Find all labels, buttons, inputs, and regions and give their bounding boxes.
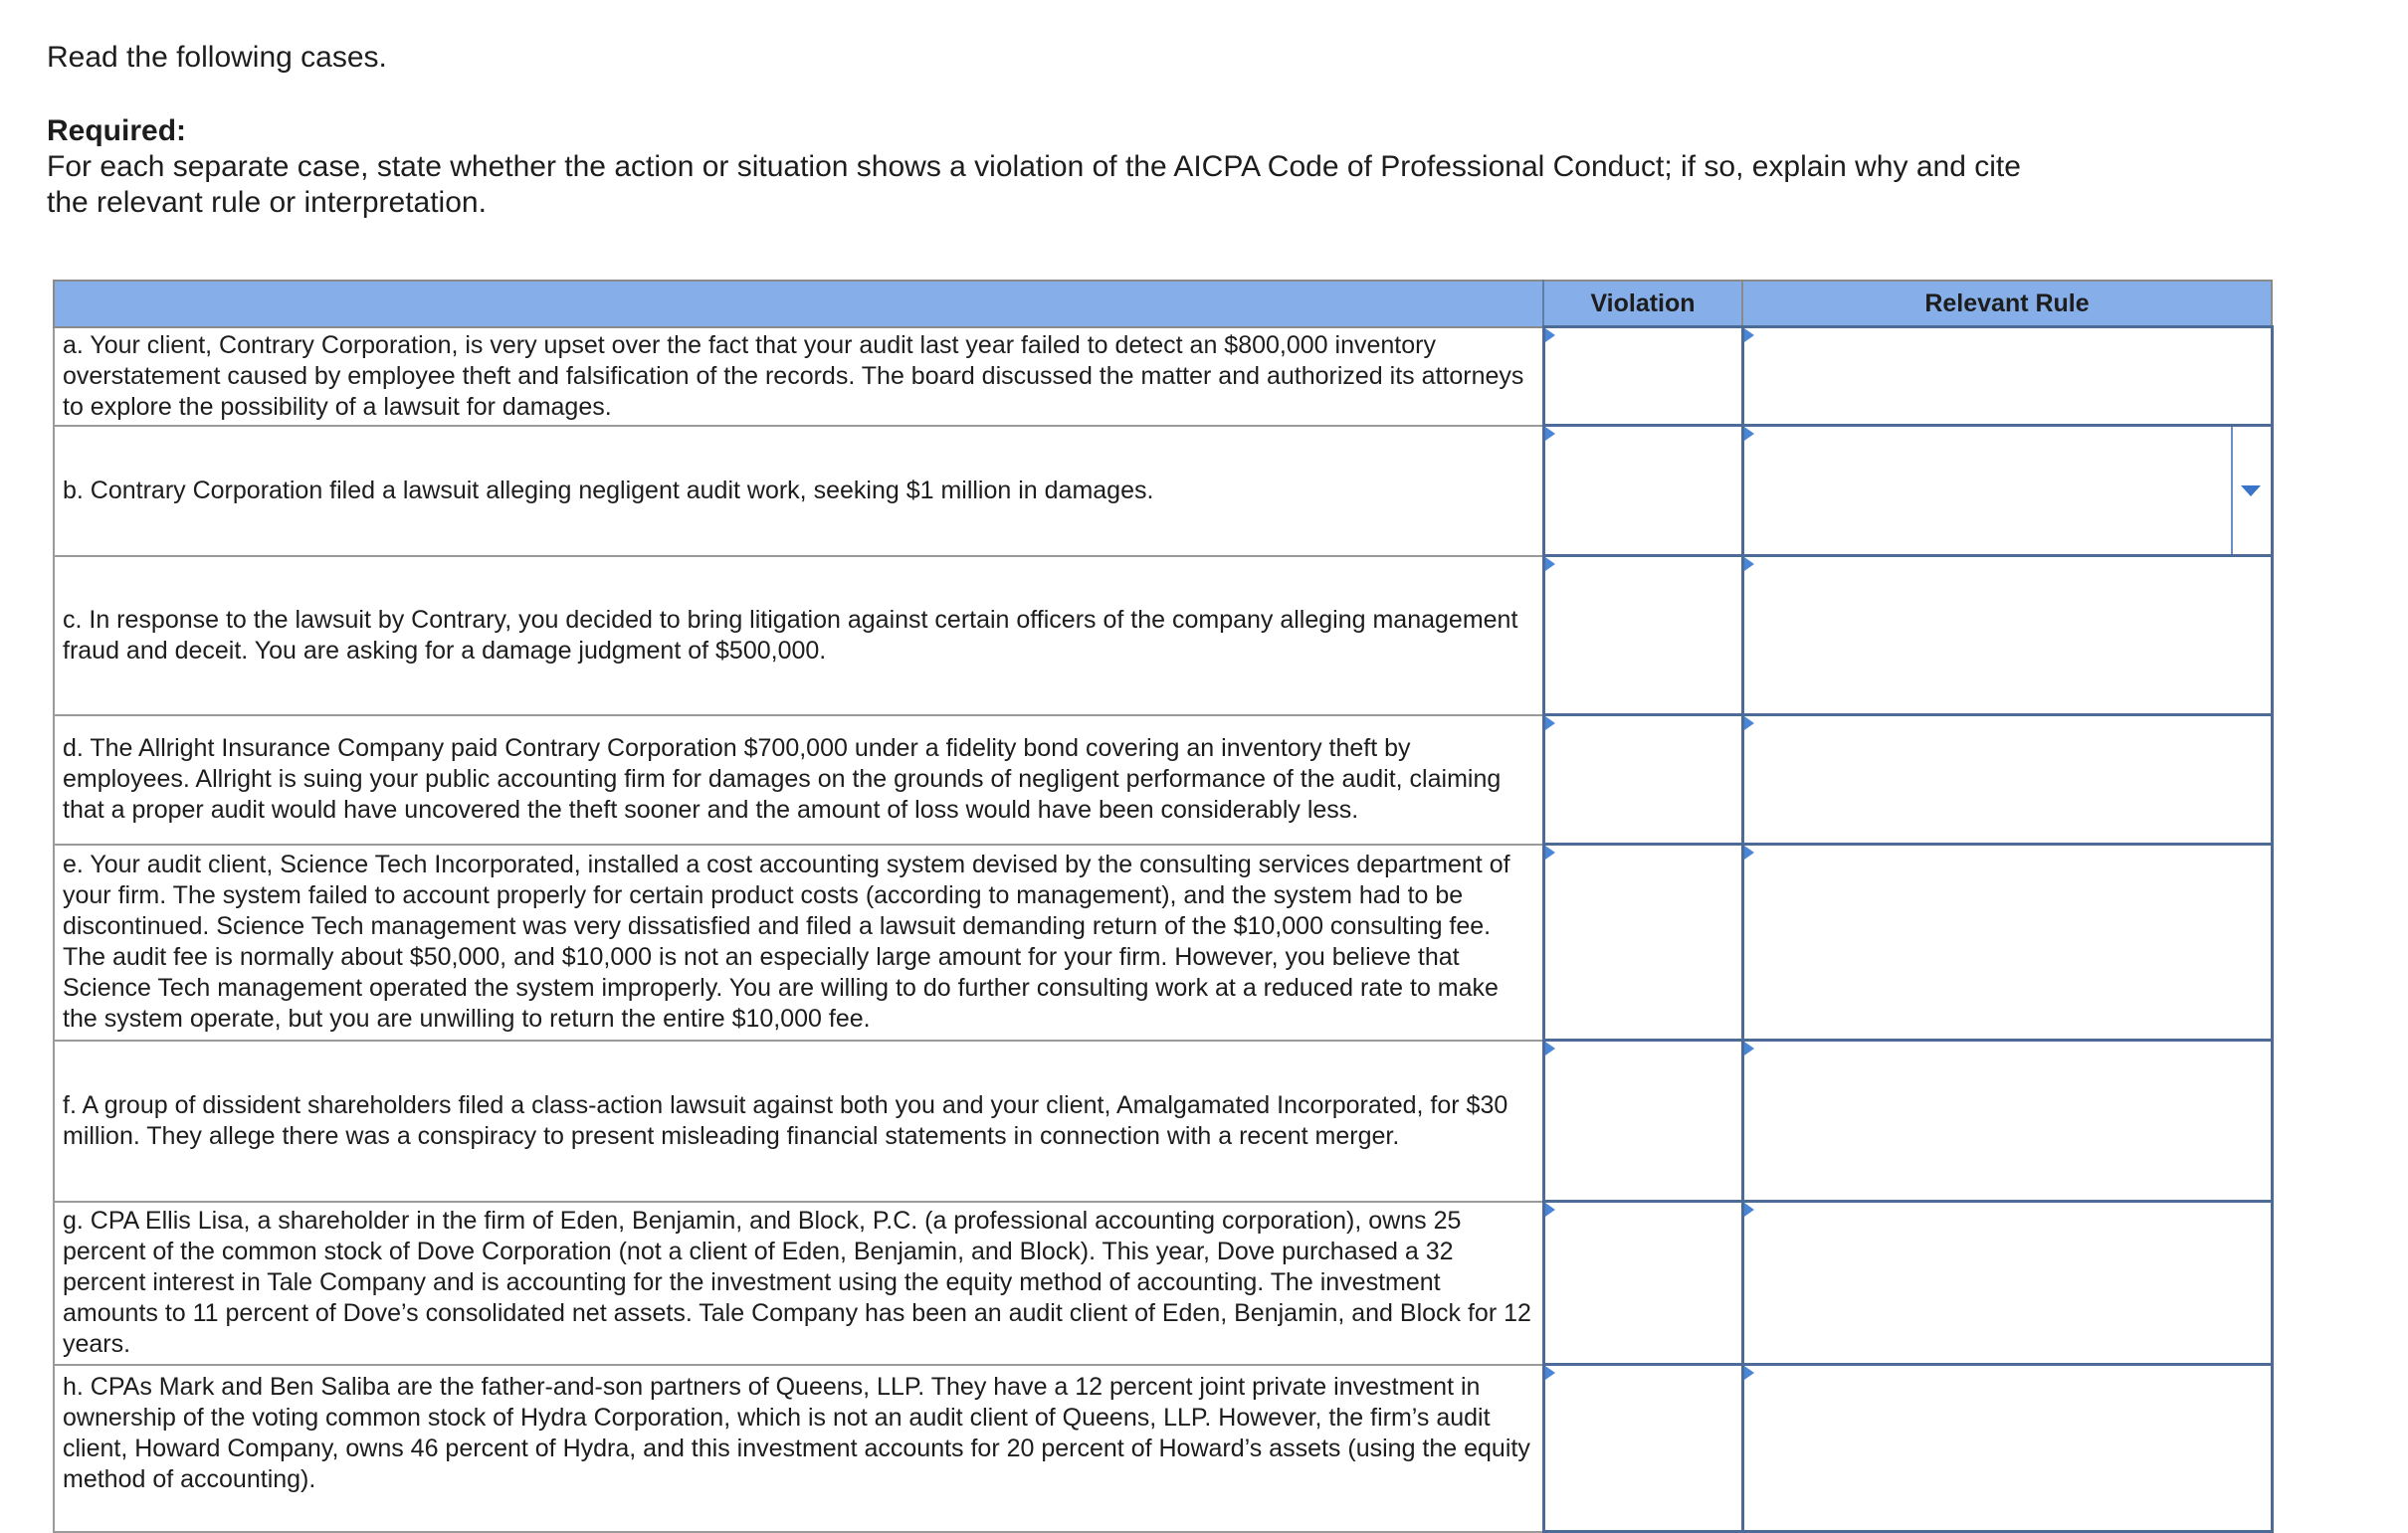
row-marker-icon	[1545, 427, 1555, 441]
table-row	[54, 1202, 2272, 1365]
row-marker-icon	[1744, 846, 1754, 860]
header-relevant-rule: Relevant Rule	[1742, 281, 2272, 327]
violation-input-a[interactable]	[1543, 327, 1742, 426]
intro-line: Read the following cases.	[47, 41, 387, 74]
rule-select-b[interactable]	[1744, 427, 2233, 554]
table-row	[54, 1365, 2272, 1532]
table-row	[54, 556, 2272, 715]
violation-input-c[interactable]	[1543, 556, 1742, 715]
cases-table	[53, 280, 2274, 1533]
instructions	[47, 40, 2037, 221]
case-text-g: g. CPA Ellis Lisa, a shareholder in the firm of Eden, Benjamin, and Block, P.C. (a professional accounting corporation), owns 25 percent of the common stock of Dove Corporation (not a client of Eden, Benjamin, and Block). This year, Dove purchased a 32 percent interest in Tale Company and is accounting for the investment using the equity method of accounting. The investment amounts to 11 percent of Dove’s consolidated net assets. Tale Company has been an audit client of Eden, Benjamin, and Block for 12 years.	[54, 1202, 1543, 1365]
rule-input-h[interactable]	[1742, 1365, 2272, 1532]
required-heading: Required:	[47, 114, 187, 147]
case-text-d: d. The Allright Insurance Company paid Contrary Corporation $700,000 under a fidelity bond covering an inventory theft by employees. Allright is suing your public accounting firm for damages on the grounds of negligent performance of the audit, claiming that a proper audit would have uncovered the theft sooner and the amount of loss would have been considerably less.	[54, 715, 1543, 845]
chevron-down-icon[interactable]	[2241, 485, 2261, 496]
row-marker-icon	[1744, 1366, 1754, 1380]
violation-input-e[interactable]	[1543, 845, 1742, 1041]
table-row	[54, 1041, 2272, 1202]
rule-input-e[interactable]	[1742, 845, 2272, 1041]
header-case	[54, 281, 1543, 327]
rule-input-a[interactable]	[1742, 327, 2272, 426]
table-row	[54, 845, 2272, 1041]
row-marker-icon	[1545, 1366, 1555, 1380]
case-text-h: h. CPAs Mark and Ben Saliba are the father-and-son partners of Queens, LLP. They have a 12 percent joint private investment in ownership of the voting common stock of Hydra Corporation, which is not an audit client of Queens, LLP. However, the firm’s audit client, Howard Company, owns 46 percent of Hydra, and this investment accounts for 20 percent of Howard’s assets (using the equity method of accounting).	[54, 1365, 1543, 1532]
row-marker-icon	[1744, 1042, 1754, 1055]
case-text-a: a. Your client, Contrary Corporation, is very upset over the fact that your audit last year failed to detect an $800,000 inventory overstatement caused by employee theft and falsification of the records. The board discussed the matter and authorized its attorneys to explore the possibility of a lawsuit for damages.	[54, 327, 1543, 426]
table-row	[54, 715, 2272, 845]
rule-dropdown-b[interactable]	[1742, 426, 2272, 556]
case-text-e: e. Your audit client, Science Tech Incorporated, installed a cost accounting system devised by the consulting services department of your firm. The system failed to account properly for certain product costs (according to management), and the system had to be discontinued. Science Tech management was very dissatisfied and filed a lawsuit demanding return of the $10,000 consulting fee. The audit fee is normally about $50,000, and $10,000 is not an especially large amount for your firm. However, you believe that Science Tech management operated the system improperly. You are willing to do further consulting work at a reduced rate to make the system operate, but you are unwilling to return the entire $10,000 fee.	[54, 845, 1543, 1041]
header-row	[54, 281, 2272, 327]
rule-input-d[interactable]	[1742, 715, 2272, 845]
rule-input-g[interactable]	[1742, 1202, 2272, 1365]
violation-input-f[interactable]	[1543, 1041, 1742, 1202]
row-marker-icon	[1744, 328, 1754, 342]
required-text: For each separate case, state whether the action or situation shows a violation of the AICPA Code of Professional Conduct; if so, explain why and cite the relevant rule or interpretation.	[47, 150, 2021, 219]
row-marker-icon	[1744, 557, 1754, 571]
row-marker-icon	[1744, 1203, 1754, 1217]
violation-input-d[interactable]	[1543, 715, 1742, 845]
violation-input-g[interactable]	[1543, 1202, 1742, 1365]
cases-table-container	[53, 280, 2274, 1533]
rule-input-f[interactable]	[1742, 1041, 2272, 1202]
row-marker-icon	[1744, 427, 1754, 441]
header-violation: Violation	[1543, 281, 1742, 327]
row-marker-icon	[1545, 557, 1555, 571]
row-marker-icon	[1744, 716, 1754, 730]
case-text-b: b. Contrary Corporation filed a lawsuit alleging negligent audit work, seeking $1 million in damages.	[54, 426, 1543, 556]
row-marker-icon	[1545, 846, 1555, 860]
table-row	[54, 426, 2272, 556]
table-row	[54, 327, 2272, 426]
row-marker-icon	[1545, 1042, 1555, 1055]
row-marker-icon	[1545, 716, 1555, 730]
violation-input-b[interactable]	[1543, 426, 1742, 556]
case-text-f: f. A group of dissident shareholders filed a class-action lawsuit against both you and your client, Amalgamated Incorporated, for $30 million. They allege there was a conspiracy to present misleading financial statements in connection with a recent merger.	[54, 1041, 1543, 1202]
row-marker-icon	[1545, 1203, 1555, 1217]
rule-input-c[interactable]	[1742, 556, 2272, 715]
violation-input-h[interactable]	[1543, 1365, 1742, 1532]
row-marker-icon	[1545, 328, 1555, 342]
case-text-c: c. In response to the lawsuit by Contrary, you decided to bring litigation against certain officers of the company alleging management fraud and deceit. You are asking for a damage judgment of $500,000.	[54, 556, 1543, 715]
